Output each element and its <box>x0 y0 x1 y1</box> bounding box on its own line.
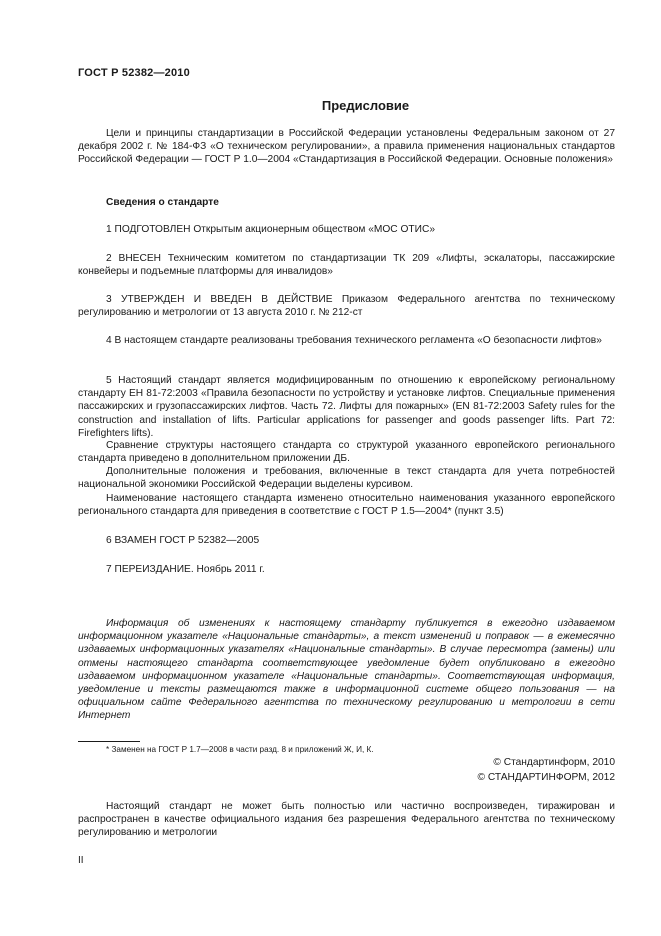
item-2: 2 ВНЕСЕН Техническим комитетом по стандартизации ТК 209 «Лифты, эскалаторы, пассажирские конвейеры и подъемные платформы для инвалидов» <box>78 253 615 278</box>
item-1: 1 ПОДГОТОВЛЕН Открытым акционерным обществом «МОС ОТИС» <box>106 224 435 235</box>
item-5: 5 Настоящий стандарт является модифицированным по отношению к европейскому региональному стандарту ЕН 81-72:2003 «Правила безопасности по устройству и установке лифтов. Специальные применения пассажирских и грузопассажирских лифтов. Часть 72. Лифты для пожарных» (EN 81-72:2003 Safety rules for the construction and installation of lifts. Particular applications for passenger and goods passenger lifts. Part 72: Firefighters lifts). <box>78 375 615 439</box>
item-6: 6 ВЗАМЕН ГОСТ Р 52382—2005 <box>106 535 260 546</box>
footnote: * Заменен на ГОСТ Р 1.7—2008 в части разд. 8 и приложений Ж, И, К. <box>106 745 374 754</box>
footnote-divider <box>78 741 140 742</box>
intro-paragraph: Цели и принципы стандартизации в Российской Федерации установлены Федеральным законом от 27 декабря 2002 г. № 184-ФЗ «О техническом регулировании», а правила применения национальных стандартов Российской Федерации — ГОСТ Р 1.0—2004 «Стандартизация в Российской Федерации. Основные положения» <box>78 128 615 166</box>
item-5-naming: Наименование настоящего стандарта изменено относительно наименования указанного европейского регионального стандарта для приведения в соответствие с ГОСТ Р 1.5—2004* (пункт 3.5) <box>78 493 615 518</box>
item-5-additional: Дополнительные положения и требования, включенные в текст стандарта для учета потребностей национальной экономики Российской Федерации выделены курсивом. <box>78 466 615 491</box>
item-7: 7 ПЕРЕИЗДАНИЕ. Ноябрь 2011 г. <box>106 564 265 575</box>
item-4: 4 В настоящем стандарте реализованы требования технического регламента «О безопасности лифтов» <box>106 335 602 346</box>
item-3: 3 УТВЕРЖДЕН И ВВЕДЕН В ДЕЙСТВИЕ Приказом Федерального агентства по техническому регулированию и метрологии от 13 августа 2010 г. № 212-ст <box>78 294 615 319</box>
copyright-line-2: © СТАНДАРТИНФОРМ, 2012 <box>477 772 615 783</box>
document-header: ГОСТ Р 52382—2010 <box>78 67 190 79</box>
info-notice: Информация об изменениях к настоящему стандарту публикуется в ежегодно издаваемом информационном указателе «Национальные стандарты», а текст изменений и поправок — в ежемесячно издаваемых информационных указателях «Национальные стандарты». В случае пересмотра (замены) или отмены настоящего стандарта соответствующее уведомление будет опубликовано в ежегодно издаваемом информационном указателе «Национальные стандарты». Соответствующая информация, уведомление и тексты размещаются также в информационной системе общего пользования — на официальном сайте Федерального агентства по техническому регулированию и метрологии в сети Интернет <box>78 618 615 722</box>
item-5-comparison: Сравнение структуры настоящего стандарта со структурой указанного европейского регионального стандарта приведено в дополнительном приложении ДБ. <box>78 440 615 465</box>
copyright-line-1: © Стандартинформ, 2010 <box>493 757 615 768</box>
section-heading: Сведения о стандарте <box>106 197 219 208</box>
page-number: II <box>78 855 84 866</box>
reproduction-notice: Настоящий стандарт не может быть полностью или частично воспроизведен, тиражирован и распространен в качестве официального издания без разрешения Федерального агентства по техническому регулированию и метрологии <box>78 801 615 839</box>
page-title: Предисловие <box>321 98 410 113</box>
